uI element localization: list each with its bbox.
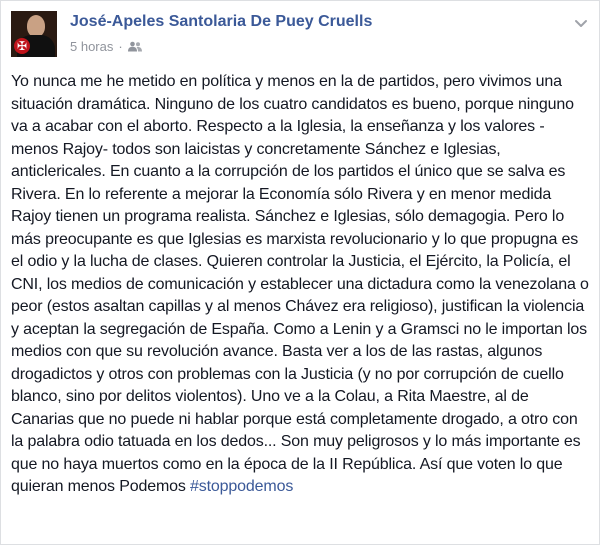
author-name[interactable]: José-Apeles Santolaria De Puey Cruells [70,13,373,30]
avatar[interactable] [11,11,57,57]
post-body [11,71,591,499]
meta-separator: · [118,39,123,54]
post-text: Yo nunca me he metido en política y menos en la de partidos, pero vivimos una situación dramática. Ninguno de los cuatro candidatos es bueno, porque ninguno va a acabar con el aborto. Respecto a la Iglesia, la enseñanza y los valores -menos Rajoy- todos son laicistas y concretamente Sánchez e Iglesias, anticlericales. En cuanto a la corrupción de los partidos el único que se salva es Rivera. En lo referente a mejorar la Economía sólo Rivera y en menor medida Rajoy tienen un programa realista. Sánchez e Iglesias, sólo demagogia. Pero lo más preocupante es que Iglesias es marxista revolucionario y lo que propugna es el odio y la lucha de clases. Quieren controlar la Justicia, el Ejército, la Policía, el CNI, los medios de comunicación y establecer una dictadura como la venezolana o peor (estos asaltan capillas y al menos Chávez era religioso), justifican la violencia y aceptan la segregación de España. Como a Lenin y a Gramsci no le importan los medios con que su revolución avance. Basta ver a los de las rastas, algunos drogadictos y otros con problemas con la Justicia (y no por corrupción de cuello blanco, sino por delitos violentos). Uno ve a la Colau, a Rita Maestre, al de Canarias que no puede ni hablar porque está completamente drogado, a otro con la palabra odio tatuada en los dedos... Son muy peligrosos y lo más importante es que no haya muertos como en la época de la II República. Así que voten lo que quieran menos Podemos [11,73,589,495]
chevron-down-icon[interactable] [573,15,589,31]
post-header [11,11,589,61]
post-text-paragraph [11,71,591,499]
friends-icon[interactable] [128,41,142,52]
post-meta [70,39,142,54]
avatar-face [27,15,45,37]
cross-badge-icon: ✠ [14,38,30,54]
hashtag-link[interactable]: #stoppodemos [190,478,294,495]
post-timestamp[interactable]: 5 horas [70,39,114,54]
